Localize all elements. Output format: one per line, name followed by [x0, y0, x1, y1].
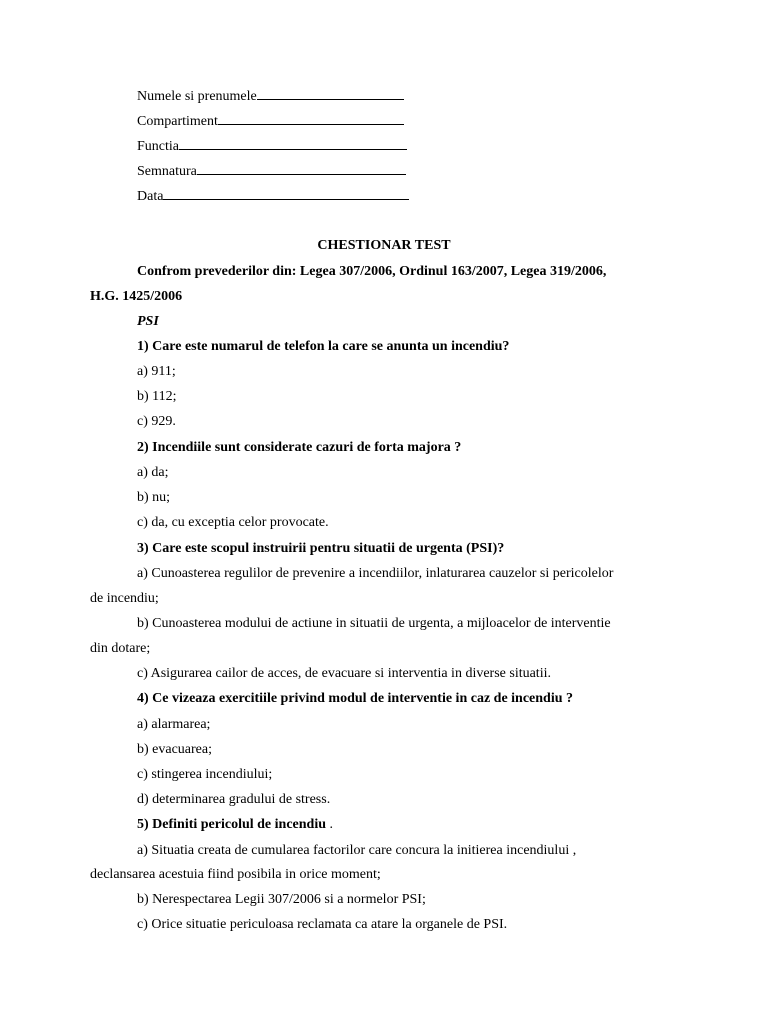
question-1: 1) Care este numarul de telefon la care se anunta un incendiu? — [137, 339, 510, 354]
answer-option: a) Situatia creata de cumularea factorilor care concura la initierea incendiului , — [137, 843, 577, 858]
field-department — [137, 112, 404, 131]
field-label: Data — [137, 189, 164, 204]
document-title: CHESTIONAR TEST — [317, 238, 451, 253]
field-label: Semnatura — [137, 164, 197, 179]
field-blank[interactable] — [218, 112, 404, 125]
answer-option: d) determinarea gradului de stress. — [137, 792, 331, 807]
question-2: 2) Incendiile sunt considerate cazuri de forta majora ? — [137, 440, 462, 455]
intro-line: H.G. 1425/2006 — [90, 289, 183, 304]
question-5 — [137, 816, 333, 834]
question-5-tail: . — [326, 817, 333, 832]
answer-option: b) Cunoasterea modului de actiune in situatii de urgenta, a mijloacelor de interventie — [137, 616, 611, 631]
field-blank[interactable] — [197, 162, 406, 175]
field-blank[interactable] — [179, 137, 407, 150]
field-blank[interactable] — [257, 87, 404, 100]
field-blank[interactable] — [163, 187, 409, 200]
answer-option-cont: de incendiu; — [90, 591, 159, 606]
answer-option-cont: declansarea acestuia fiind posibila in orice moment; — [90, 867, 381, 882]
answer-option: c) stingerea incendiului; — [137, 767, 273, 782]
field-date — [137, 187, 409, 206]
answer-option: b) evacuarea; — [137, 742, 212, 757]
answer-option: c) Orice situatie periculoasa reclamata ca atare la organele de PSI. — [137, 917, 508, 932]
field-signature — [137, 162, 406, 181]
intro-line: Confrom prevederilor din: Legea 307/2006, Ordinul 163/2007, Legea 319/2006, — [137, 264, 607, 279]
answer-option: b) nu; — [137, 490, 171, 505]
answer-option: c) da, cu exceptia celor provocate. — [137, 515, 329, 530]
question-5-text: 5) Definiti pericolul de incendiu — [137, 817, 326, 832]
section-heading: PSI — [137, 314, 159, 329]
answer-option: c) 929. — [137, 414, 176, 429]
answer-option: a) alarmarea; — [137, 717, 211, 732]
field-function — [137, 137, 407, 156]
answer-option: a) da; — [137, 465, 169, 480]
answer-option-cont: din dotare; — [90, 641, 151, 656]
field-name — [137, 87, 404, 106]
question-3: 3) Care este scopul instruirii pentru situatii de urgenta (PSI)? — [137, 541, 505, 556]
answer-option: b) 112; — [137, 389, 177, 404]
field-label: Compartiment — [137, 114, 218, 129]
question-4: 4) Ce vizeaza exercitiile privind modul de interventie in caz de incendiu ? — [137, 691, 574, 706]
field-label: Numele si prenumele — [137, 89, 257, 104]
answer-option: a) 911; — [137, 364, 176, 379]
answer-option: b) Nerespectarea Legii 307/2006 si a normelor PSI; — [137, 892, 426, 907]
answer-option: a) Cunoasterea regulilor de prevenire a incendiilor, inlaturarea cauzelor si pericolelor — [137, 566, 614, 581]
answer-option: c) Asigurarea cailor de acces, de evacuare si interventia in diverse situatii. — [137, 666, 551, 681]
field-label: Functia — [137, 139, 179, 154]
